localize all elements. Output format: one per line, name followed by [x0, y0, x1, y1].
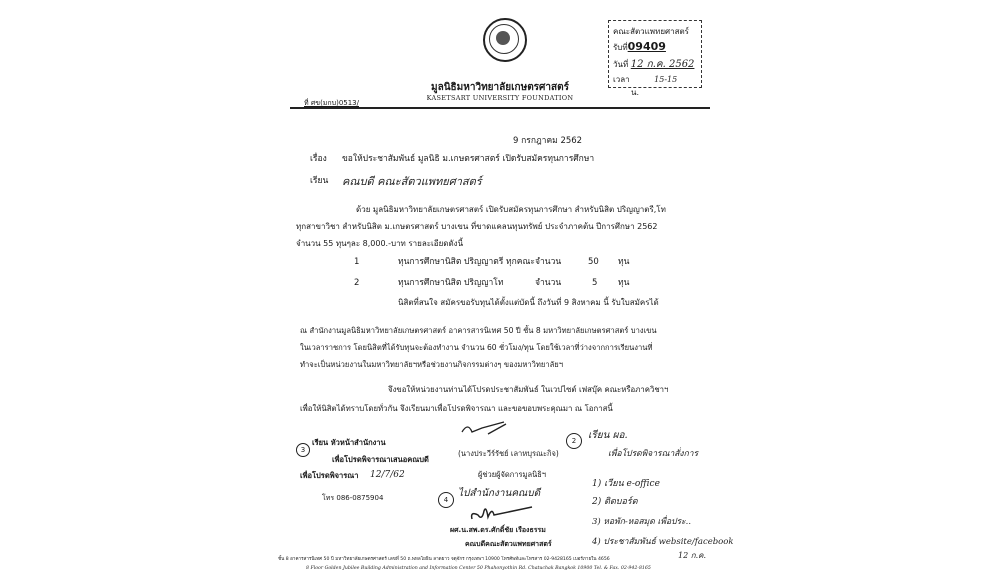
foundation-logo-icon: [483, 18, 527, 62]
note-3: [296, 437, 310, 457]
para1-line3: จำนวน 55 ทุนๆละ 8,000.-บาท รายละเอียดดังนี้: [296, 239, 464, 248]
para3-line1: จึงขอให้หน่วยงานท่านได้โปรดประชาสัมพันธ์ ในเวปไซต์ เฟสบุ๊ค คณะหรือภาควิชาฯ: [388, 385, 669, 394]
stamp-time-suffix: น.: [631, 88, 640, 97]
item-description: ทุนการศึกษานิสิต ปริญญาตรี ทุกคณะ: [398, 257, 535, 267]
action-item: 3) หอพัก-หอสมุด เพื่อประ..: [592, 517, 692, 527]
letter-page: [270, 0, 734, 587]
item-qty: 5: [592, 278, 598, 288]
deadline-line: นิสิตที่สนใจ สมัครขอรับทุนได้ตั้งแต่บัดนี้ ถึงวันที่ 9 สิงหาคม นี้ รับใบสมัครได้: [398, 298, 659, 307]
org-name-thai: มูลนิธิมหาวิทยาลัยเกษตรศาสตร์: [431, 82, 569, 93]
note-number-badge: 4: [438, 492, 454, 508]
para1-line2: ทุกสาขาวิชา สำหรับนิสิต ม.เกษตรศาสตร์ บางเขน ที่ขาดแคลนทุนทรัพย์ ประจำภาคต้น ปีการศึกษา 2562: [296, 222, 658, 231]
para1-line1: ด้วย มูลนิธิมหาวิทยาลัยเกษตรศาสตร์ เปิดรับสมัครทุนการศึกษา สำหรับนิสิต ปริญญาตรี,โท: [356, 205, 666, 214]
stamp-date-label: วันที่: [613, 60, 629, 69]
stamp-title: คณะสัตวแพทยศาสตร์: [613, 27, 689, 36]
footer-thai: ชั้น 8 อาคารสารนิเทศ 50 ปี มหาวิทยาลัยเกษตรศาสตร์ เลขที่ 50 ถ.พหลโยธิน ลาดยาว จตุจักร กรุงเทพฯ 10900 โทรศัพท์และโทรสาร 02-9428165 เบอร์ภายใน 4656: [278, 557, 610, 562]
phone-number: โทร 086-0875904: [322, 494, 384, 502]
stamp-receipt-number: 09409: [627, 40, 666, 53]
signatory-position: ผู้ช่วยผู้จัดการมูลนิธิฯ: [478, 470, 546, 479]
item-number: 1: [354, 257, 360, 267]
letter-date: 9 กรกฎาคม 2562: [513, 136, 583, 146]
dean-name: ผศ.น.สพ.ดร.ศักดิ์ชัย เรืองธรรม: [450, 526, 546, 534]
action-item: 2) ติดบอร์ด: [592, 497, 638, 507]
header-divider: [290, 107, 710, 109]
note-number-badge: 2: [566, 433, 582, 449]
footer-english: 8 Floor Golden Jubilee Building Administration and Information Center 50 Phahonyothin Rd. Chatuchak Bangkok 10900 Tel. & Fax. 02-942-8165: [306, 566, 651, 571]
para3-line2: เพื่อให้นิสิตได้ทราบโดยทั่วกัน จึงเรียนมาเพื่อโปรดพิจารณา และขอขอบพระคุณมา ณ โอกาสนี้: [300, 404, 613, 413]
action-item: 4) ประชาสัมพันธ์ website/facebook: [592, 537, 734, 547]
dean-title: คณบดีคณะสัตวแพทยศาสตร์: [465, 540, 552, 548]
item-qty-label: จำนวน: [535, 257, 562, 267]
stamp-receipt-label: รับที่: [613, 43, 628, 52]
note2-line1: เรียน ผอ.: [588, 430, 628, 441]
note-2: [566, 428, 582, 449]
org-name-english: KASETSART UNIVERSITY FOUNDATION: [426, 94, 574, 102]
para2-line1: ณ สำนักงานมูลนิธิมหาวิทยาลัยเกษตรศาสตร์ อาคารสารนิเทศ 50 ปี ชั้น 8 มหาวิทยาลัยเกษตรศาสตร์ บางเขน: [300, 326, 657, 335]
stamp-time-label: เวลา: [613, 75, 630, 84]
to-label: เรียน: [310, 176, 329, 186]
note3-line1: เรียน หัวหน้าสำนักงาน: [312, 438, 386, 447]
note-number-badge: 3: [296, 443, 310, 457]
item-number: 2: [354, 278, 360, 288]
reference-number: ที่ ศข(มกบ)0513/: [304, 99, 359, 107]
note2-line2: เพื่อโปรดพิจารณาสั่งการ: [608, 449, 699, 459]
note3-initial-date: 12/7/62: [370, 470, 405, 480]
signatory-signature-icon: [460, 418, 510, 438]
subject-text: ขอให้ประชาสัมพันธ์ มูลนิธิ ม.เกษตรศาสตร์ เปิดรับสมัครทุนการศึกษา: [342, 154, 595, 164]
to-handwritten: คณบดี คณะสัตวแพทยศาสตร์: [342, 175, 482, 188]
dean-signature-icon: [468, 503, 538, 525]
item-description: ทุนการศึกษานิสิต ปริญญาโท: [398, 278, 504, 288]
note-4: [438, 487, 454, 508]
para2-line2: ในเวลาราชการ โดยนิสิตที่ได้รับทุนจะต้องทำงาน จำนวน 60 ชั่วโมง/ทุน โดยใช้เวลาที่ว่างจากการเรียนงานที่: [300, 343, 653, 352]
subject-label: เรื่อง: [310, 154, 327, 164]
item-unit: ทุน: [618, 257, 630, 267]
stamp-date: 12 ก.ค. 2562: [630, 59, 695, 70]
note3-line3: เพื่อโปรดพิจารณา: [300, 471, 359, 480]
action-item: 1) เวียน e-office: [592, 479, 660, 489]
receipt-stamp: [608, 20, 702, 97]
para2-line3: ทำจะเป็นหน่วยงานในมหาวิทยาลัยฯหรือช่วยงานกิจกรรมต่างๆ ของมหาวิทยาลัยฯ: [300, 360, 563, 369]
item-unit: ทุน: [618, 278, 630, 288]
action-date: 12 ก.ค.: [678, 551, 707, 560]
item-qty: 50: [588, 257, 599, 267]
note3-line2: เพื่อโปรดพิจารณาเสนอคณบดี: [332, 455, 429, 464]
item-qty-label: จำนวน: [535, 278, 562, 288]
stamp-time: 15-15: [654, 75, 678, 84]
note4-text: ไปสำนักงานคณบดี: [458, 488, 541, 499]
signatory-name: (นางประวีร์รัชย์ เลาหบุรณะกิจ): [458, 449, 559, 458]
